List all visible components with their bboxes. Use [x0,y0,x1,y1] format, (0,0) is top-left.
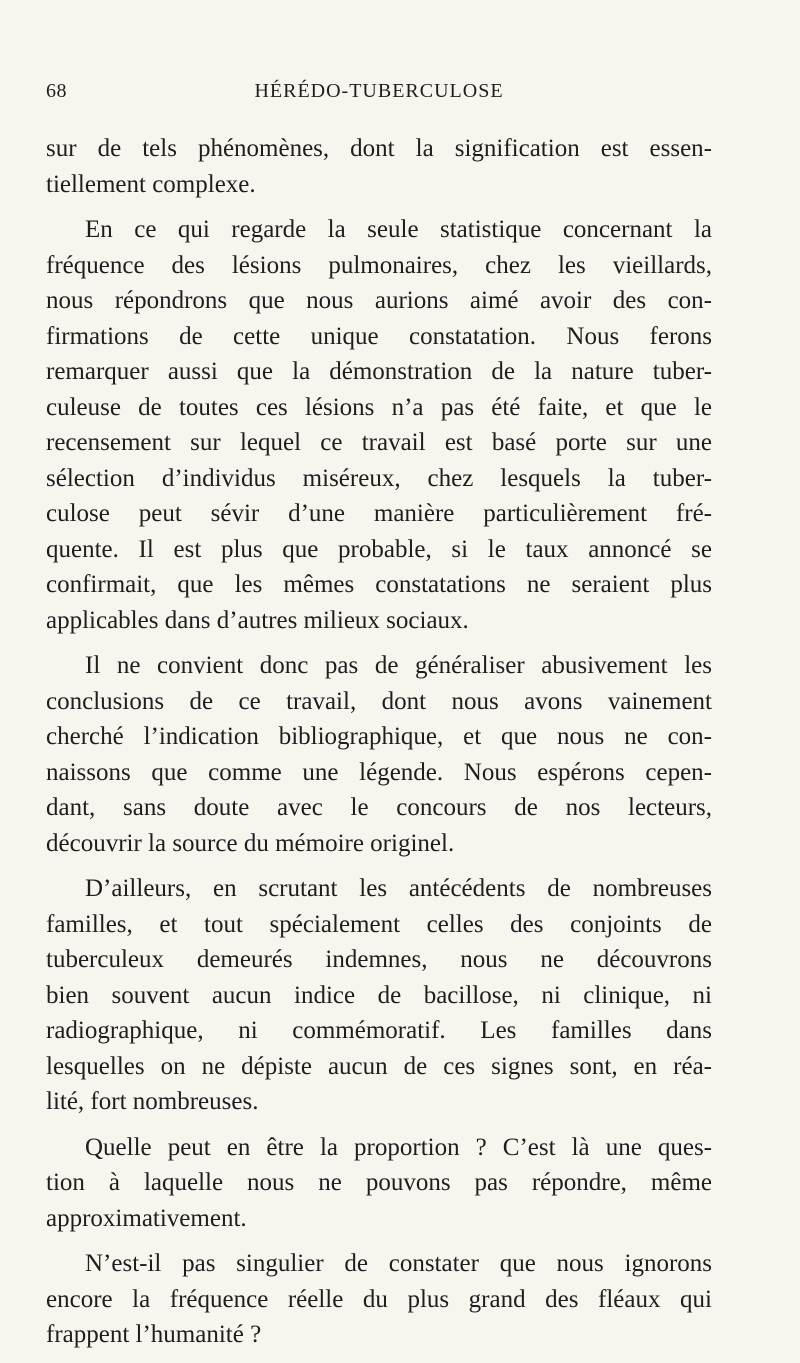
text-line: approximativement. [46,1204,247,1232]
text-line: D’ailleurs, en scrutant les antécédents de nombreuses [85,875,712,902]
text-line: En ce qui regarde la seule statistique concernant la [85,216,712,243]
text-line: familles, et tout spécialement celles des conjoints de [46,910,712,938]
text-line: N’est-il pas singulier de constater que nous ignorons [85,1250,712,1277]
paragraph [46,648,712,861]
text-line: firmations de cette unique constatation. Nous ferons [46,322,712,350]
paragraph [46,131,712,202]
text-line: tiellement complexe. [46,170,256,198]
text-line: naissons que comme une légende. Nous espérons cepen- [46,758,712,786]
text-line: Quelle peut en être la proportion ? C’est là une ques- [85,1133,712,1161]
text-line: recensement sur lequel ce travail est basé porte sur une [46,429,712,456]
text-line: lité, fort nombreuses. [46,1088,259,1115]
text-line: nous répondrons que nous aurions aimé avoir des con- [46,287,712,314]
text-line: applicables dans d’autres milieux sociaux. [46,606,469,634]
text-line: culose peut sévir d’une manière particulièrement fré- [46,500,712,527]
text-line: fréquence des lésions pulmonaires, chez les vieillards, [46,251,712,279]
text-line: Il ne convient donc pas de généraliser abusivement les [85,652,712,679]
running-head [46,80,712,110]
text-line: quente. Il est plus que probable, si le taux annoncé se [46,535,712,563]
text-line: tuberculeux demeurés indemnes, nous ne découvrons [46,946,712,973]
text-line: conclusions de ce travail, dont nous avons vainement [46,687,712,715]
page-number: 68 [46,80,67,102]
text-line: sélection d’individus miséreux, chez lesquels la tuber- [46,464,712,492]
paragraph [46,871,712,1120]
paragraph [46,1246,712,1353]
text-line: sur de tels phénomènes, dont la signification est essen- [46,135,712,162]
text-line: radiographique, ni commémoratif. Les familles dans [46,1017,712,1044]
text-line: bien souvent aucun indice de bacillose, ni clinique, ni [46,981,712,1009]
text-line: cherché l’indication bibliographique, et que nous ne con- [46,723,712,750]
running-title: HÉRÉDO-TUBERCULOSE [254,80,504,102]
paragraph [46,1130,712,1237]
paragraph [46,212,712,638]
text-line: dant, sans doute avec le concours de nos lecteurs, [46,794,712,821]
text-line: remarquer aussi que la démonstration de la nature tuber- [46,358,712,385]
text-line: tion à laquelle nous ne pouvons pas répondre, même [46,1169,712,1196]
text-line: frappent l’humanité ? [46,1321,262,1348]
text-line: découvrir la source du mémoire originel. [46,829,455,857]
body-text [46,131,712,1363]
text-line: confirmait, que les mêmes constatations ne seraient plus [46,571,712,598]
text-line: culeuse de toutes ces lésions n’a pas été faite, et que le [46,393,712,421]
text-line: encore la fréquence réelle du plus grand des fléaux qui [46,1285,712,1313]
text-line: lesquelles on ne dépiste aucun de ces signes sont, en réa- [46,1052,712,1080]
